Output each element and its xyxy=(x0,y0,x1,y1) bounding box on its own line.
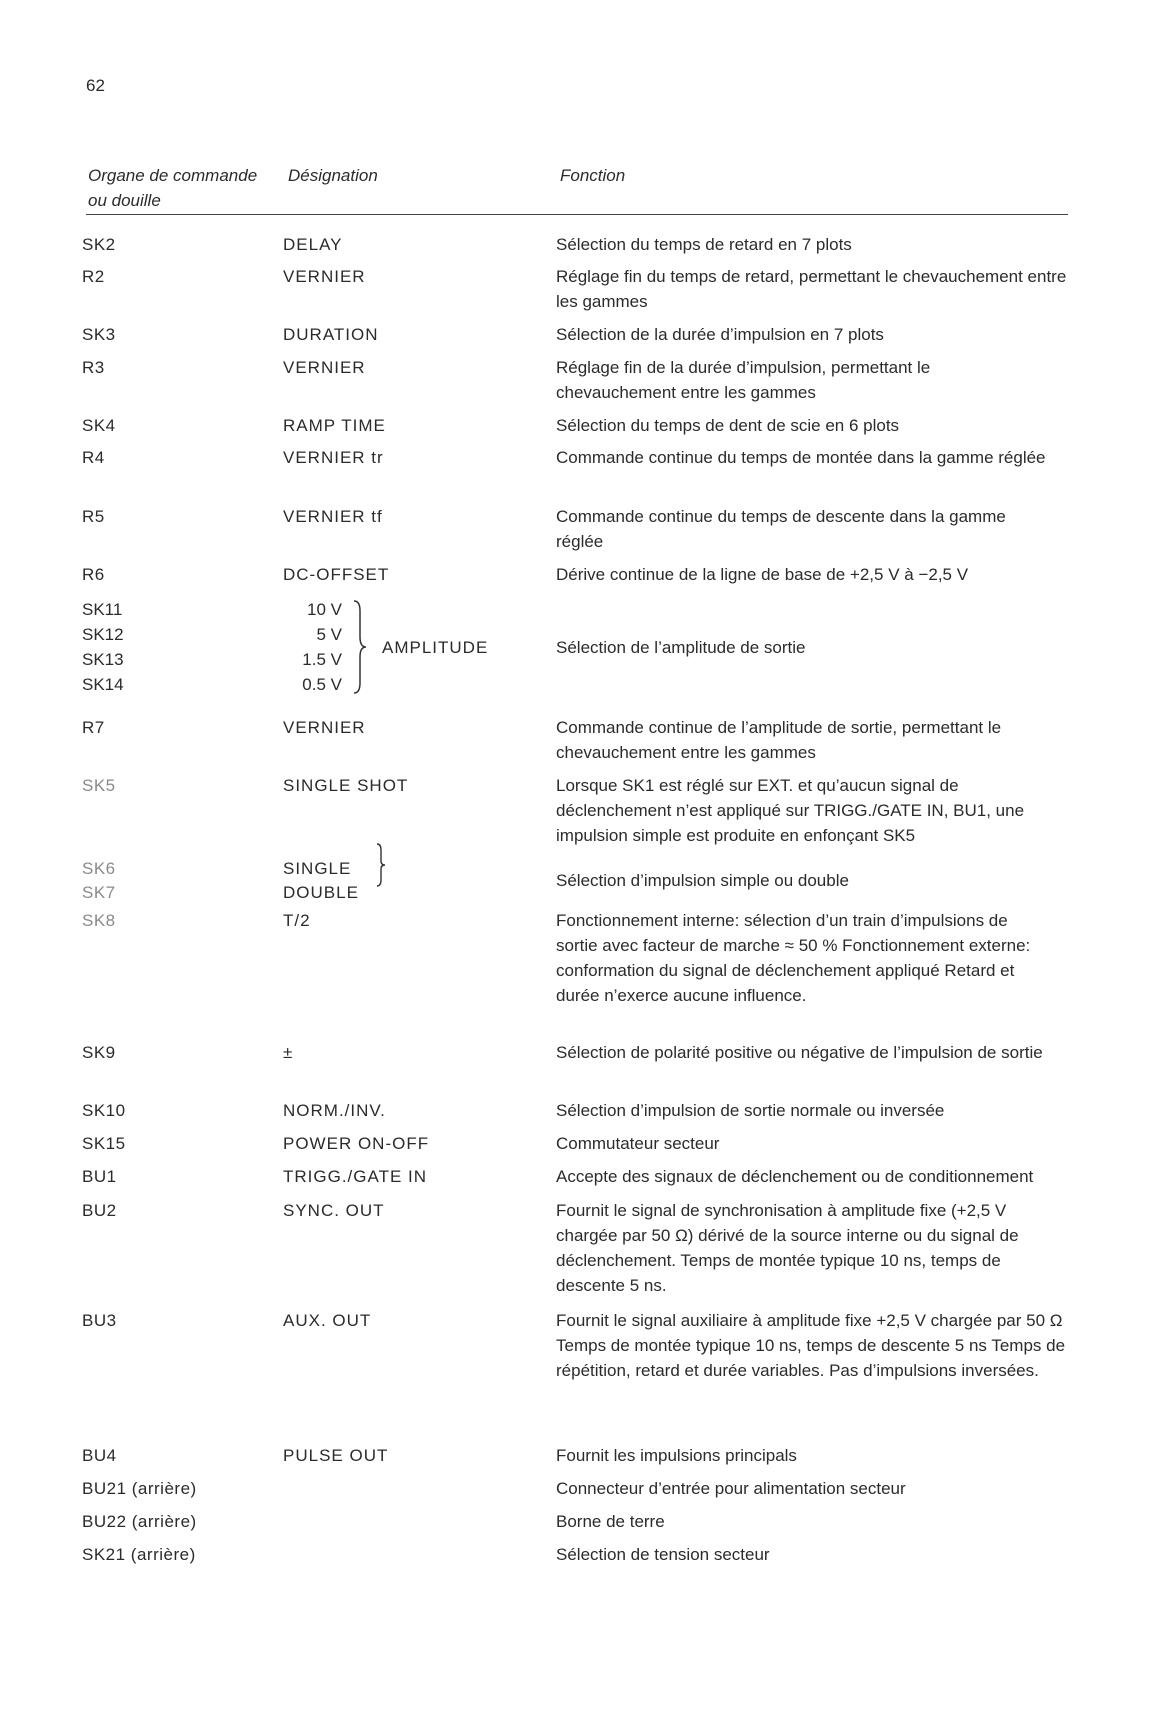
designation: VERNIER xyxy=(283,718,366,737)
designation: T/2 xyxy=(283,911,311,930)
designation: ± xyxy=(283,1043,294,1062)
designation: AUX. OUT xyxy=(283,1311,372,1330)
function-text: Sélection de l’amplitude de sortie xyxy=(556,638,806,657)
header-control: Organe de commande ou douille xyxy=(88,166,258,210)
designation: POWER ON-OFF xyxy=(283,1134,430,1153)
designation: VERNIER tf xyxy=(283,507,383,526)
header-designation: Désignation xyxy=(288,166,378,185)
control-id: BU2 xyxy=(82,1201,117,1220)
amplitude-group xyxy=(0,597,1172,697)
amplitude-ids xyxy=(82,597,124,697)
designation: TRIGG./GATE IN xyxy=(283,1167,428,1186)
designation: RAMP TIME xyxy=(283,416,386,435)
control-id: SK5 xyxy=(82,776,116,795)
function-text: Commande continue du temps de descente dans la gamme réglée xyxy=(556,507,1006,551)
amplitude-value: 0.5 V xyxy=(302,675,342,694)
amplitude-value: 10 V xyxy=(307,600,342,619)
control-id: BU21 (arrière) xyxy=(82,1479,197,1498)
designation: DURATION xyxy=(283,325,379,344)
function-text: Sélection d’impulsion de sortie normale ou inversée xyxy=(556,1101,945,1120)
brace-icon xyxy=(374,842,388,888)
function-text: Réglage fin de la durée d’impulsion, permettant le chevauchement entre les gammes xyxy=(556,358,931,402)
control-id: SK13 xyxy=(82,650,124,669)
designation: VERNIER tr xyxy=(283,448,384,467)
control-id: SK15 xyxy=(82,1134,126,1153)
control-id: SK10 xyxy=(82,1101,126,1120)
amplitude-values xyxy=(286,597,342,697)
control-id: SK21 (arrière) xyxy=(82,1545,196,1564)
function-text: Commande continue de l’amplitude de sortie, permettant le chevauchement entre les gammes xyxy=(556,718,1002,762)
control-id: R6 xyxy=(82,565,105,584)
function-text: Commutateur secteur xyxy=(556,1134,720,1153)
header-function: Fonction xyxy=(560,166,626,185)
function-text: Dérive continue de la ligne de base de +2,5 V à −2,5 V xyxy=(556,565,969,584)
designation: SINGLE SHOT xyxy=(283,776,409,795)
designation: VERNIER xyxy=(283,358,366,377)
function-text: Sélection de la durée d’impulsion en 7 plots xyxy=(556,325,884,344)
amplitude-value: 1.5 V xyxy=(302,650,342,669)
amplitude-label: AMPLITUDE xyxy=(382,638,489,657)
control-id: SK7 xyxy=(82,883,116,902)
page-number: 62 xyxy=(86,76,105,95)
designation: DC-OFFSET xyxy=(283,565,390,584)
control-id: SK4 xyxy=(82,416,116,435)
brace-icon xyxy=(350,597,380,697)
control-id: BU4 xyxy=(82,1446,117,1465)
function-text: Sélection de polarité positive ou négative de l’impulsion de sortie xyxy=(556,1043,1043,1062)
control-id: R2 xyxy=(82,267,105,286)
function-text: Commande continue du temps de montée dans la gamme réglée xyxy=(556,448,1046,467)
function-text: Fournit les impulsions principals xyxy=(556,1446,797,1465)
function-text: Connecteur d’entrée pour alimentation secteur xyxy=(556,1479,906,1498)
designation: DOUBLE xyxy=(283,883,359,902)
control-id: SK3 xyxy=(82,325,116,344)
function-text: Sélection du temps de dent de scie en 6 plots xyxy=(556,416,900,435)
control-id: BU3 xyxy=(82,1311,117,1330)
control-id: SK12 xyxy=(82,625,124,644)
function-text: Lorsque SK1 est réglé sur EXT. et qu’aucun signal de déclenchement n’est appliqué sur TRIGG./GATE IN, BU1, une impulsion simple est produite en enfonçant SK5 xyxy=(556,776,1025,845)
control-id: R7 xyxy=(82,718,105,737)
designation: PULSE OUT xyxy=(283,1446,389,1465)
function-text: Borne de terre xyxy=(556,1512,665,1531)
control-id: R4 xyxy=(82,448,105,467)
function-text: Fournit le signal auxiliaire à amplitude fixe +2,5 V chargée par 50 Ω Temps de montée typique 10 ns, temps de descente 5 ns Temps de répétition, retard et durée variables. Pas d’impulsions inversées. xyxy=(556,1311,1066,1380)
control-id: SK14 xyxy=(82,675,124,694)
function-text: Sélection d’impulsion simple ou double xyxy=(556,871,849,890)
control-id: R3 xyxy=(82,358,105,377)
function-text: Sélection de tension secteur xyxy=(556,1545,770,1564)
control-id: SK11 xyxy=(82,600,123,619)
control-id: SK8 xyxy=(82,911,116,930)
function-text: Fonctionnement interne: sélection d’un train d’impulsions de sortie avec facteur de marche ≈ 50 % Fonctionnement externe: conformation du signal de déclenchement appliqué Retard et durée n’exerce aucune influence. xyxy=(556,911,1031,1005)
control-id: BU1 xyxy=(82,1167,117,1186)
control-id: SK9 xyxy=(82,1043,116,1062)
designation: VERNIER xyxy=(283,267,366,286)
function-text: Fournit le signal de synchronisation à amplitude fixe (+2,5 V chargée par 50 Ω) dérivé de la source interne ou du signal de déclenchement. Temps de montée typique 10 ns, temps de descente 5 ns. xyxy=(556,1201,1019,1295)
designation: SYNC. OUT xyxy=(283,1201,385,1220)
function-text: Réglage fin du temps de retard, permettant le chevauchement entre les gammes xyxy=(556,267,1067,311)
control-id: SK6 xyxy=(82,859,116,878)
function-text: Accepte des signaux de déclenchement ou de conditionnement xyxy=(556,1167,1034,1186)
function-text: Sélection du temps de retard en 7 plots xyxy=(556,235,852,254)
control-id: R5 xyxy=(82,507,105,526)
designation: DELAY xyxy=(283,235,343,254)
designation: NORM./INV. xyxy=(283,1101,386,1120)
amplitude-value: 5 V xyxy=(316,625,342,644)
header-rule xyxy=(86,214,1068,215)
control-id: BU22 (arrière) xyxy=(82,1512,197,1531)
designation: SINGLE xyxy=(283,859,352,878)
control-id: SK2 xyxy=(82,235,116,254)
